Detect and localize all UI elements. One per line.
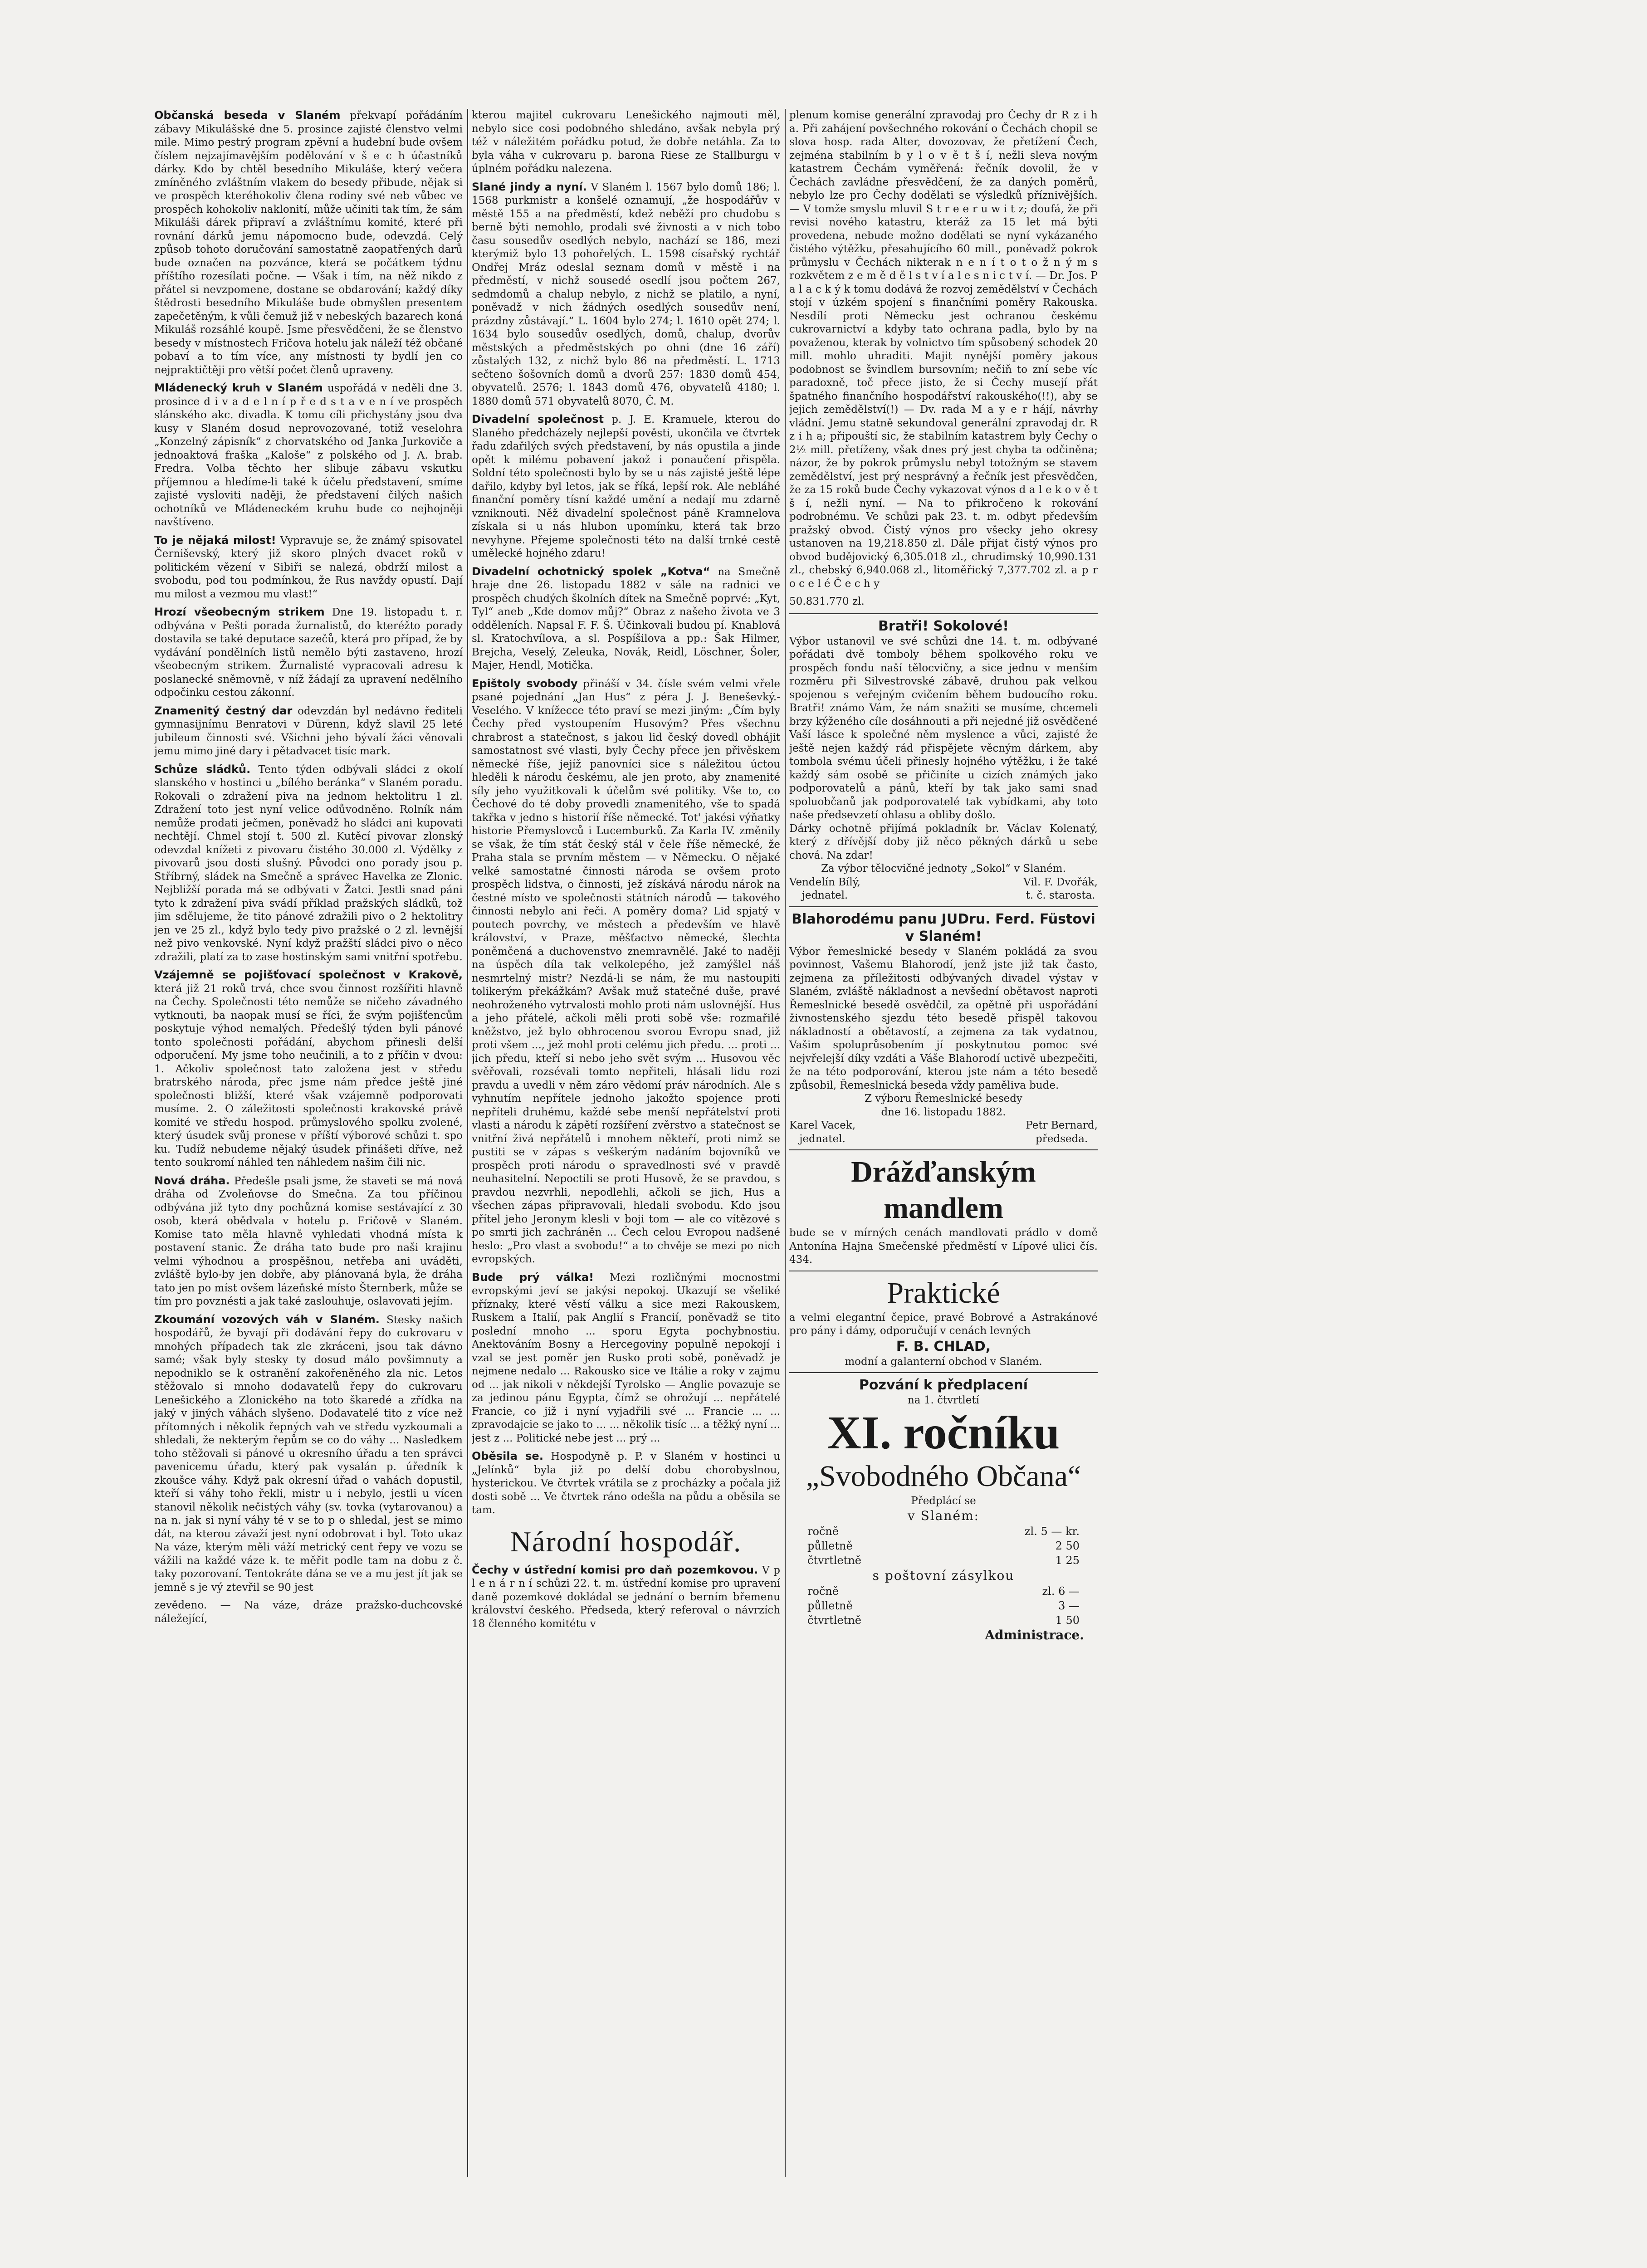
article [154, 534, 463, 601]
article-text: plenum komise generální zpravodaj pro Čechy dr R z i h a. Při zahájení povšechného rokování o Čechách chopil se slova hosp. rada Alter, dovozovav, že přetížení Čech, zejména stabilním b y l o v ě t š í, nežli sleva novým katastrem Čechám vyměřená: řečník dovolil, že v Čechách zavládne přesvědčení, že za daných poměrů, nebylo lze pro Čechy dodělati se výsledků příznivějších. — V tomže smyslu mluvil S t r e e r u w i t z; doufá, že při revisi nového katastru, kteráž za 15 let má býti provedena, nebude možno dodělati se nyní vykázaného čistého výtěžku, přesahujícího 60 mill., poněvadž pokrok průmyslu v Čechách nikterak n e n í t o t o ž n ý m s rozkvětem z e m ě d ě l s t v í a l e s n i c t v í. — Dr. Jos. P a l a c k ý k tomu dodává že rozvoj zemědělství v Čechách stojí v úzkém spojení s finančními poměry Rakouska. Nesdílí proti Německu jest ochranou českému cukrovarnictví a kdyby tato ochrana padla, bylo by na považenou, kterak by volnictvo tím spůsobený schodek 20 mill. mohlo uhraditi. Majit nynější poměry jakous podobnost se švindlem bursovním; nečiň to zní sebe víc paradoxně, toč přece jisto, že si Čechy musejí přát špatného finančního hospodářství rakouského(!!), aby se jejich zemědělství(!) — Dv. rada M a y e r hájí, návrhy vládní. Jemu statně sekundoval generální zpravodaj dr. R z i h a; připouští sic, že stabilním katastrem byly Čechy o 2½ mill. přetíženy, však dnes prý jest chyba ta odčiněna; názor, že by pokrok průmyslu nebyl totožným se stavem zemědělství, jest prý nesprávný a řečník jest přesvědčen, že za 15 roků bude Čechy vykazovat výnos d a l e k o v ě t š í, nežli nyní. — Na to přikročeno k rokování podrobnému. Ve schůzi pak 23. t. m. odbyt především pražský obvod. Čistý výnos pro všecky jeho okresy ustanoven na 19,218.850 zl. Dále přijat čistý výnos pro obvod budějovický 6,305.018 zl., chrudimský 10,990.131 zl., chebský 6,940.068 zl., litoměřický 7,377.702 zl. a p r o c e l é Č e c h y [789, 109, 1098, 590]
article [472, 413, 780, 561]
article-text: Stesky našich hospodářů, že byvají při dodávání řepy do cukrovaru v mnohých případech tak zle zkráceni, jsou tak dávno samé; však byly stesky ty dosud málo povšimnuty a nepodniklo se k ostranění zakořeněného zla nic. Letos stěžovalo si mnoho dodavatelů řepy do cukrovaru Lenešického a Zlonického na toto škaredé a zřídka na jaký v jiných váhách slyšeno. Dodavatelé tito z více než přítomných i několik řepných vah ve středu vyzkoumali a shledali, že nekterým řepům se co do váhy ... Nasledkem toho stěžovali si pánové u okresního úřadu a ten správci pavenicemu úřadu, který pak vysalán p. úředník k zkoušce váhy. Když pak okresní úřad o vahách dopustil, kteří si váhy toho řekli, mistr u i nebylo, jestli u vícen stanovil několik nečistých váhy (sv. tovka (vytarovanou) a na n. jak si nyní váhy té v se to p o shledal, jest se mimo dát, na kterou závaží jest nyní odobrovat i byl. Toto ukaz Na váze, kterým měli váží metrický cent řepy ve vozu se vážili na každé váze k. te měřit podle tam na dobu z č. taky pozorovaní. Tentokráte dána se ve a mu jest jít jak se jemně s je vý ztevřil se 90 jest [154, 1314, 463, 1593]
ad-name: F. B. CHLAD, [896, 1338, 991, 1354]
price-group-heading: s poštovní zásylkou [872, 1568, 1015, 1583]
notice-sign-intro: Za výbor tělocvičné jednoty „Sokol“ v Slaném. [821, 863, 1066, 875]
ad-chlad [789, 1271, 1098, 1373]
article [472, 1564, 780, 1631]
price-value: 1 25 [1055, 1554, 1080, 1567]
price-label: ročně [807, 1525, 839, 1538]
newspaper-page [154, 109, 1098, 2177]
price-label: ročně [807, 1585, 839, 1598]
price-row [789, 1524, 1098, 1539]
signature [789, 1119, 855, 1146]
signature [1026, 1119, 1098, 1146]
article [154, 1313, 463, 1595]
article-text: V Slaném l. 1567 bylo domů 186; l. 1568 purkmistr a konšelé oznamují, „že hospodářův v městě 155 a na předměstí, kdež neběží pro chudobu s berně býti nemohlo, prodali své živnosti a v nich tobo času sousedův osedlých nebylo, nachází se 186, mezi kterýmiž bylo 13 pohořelých. L. 1598 císařský rychtář Ondřej Mráz odeslal seznam domů v městě i na předměstí, v nichž sousedé osedlí jsou počtem 267, sedmdomů a chalup nebylo, z nichž se platilo, a nyní, poněvadž v nich žádných osedlých sousedův není, prázdny zůstávají.“ L. 1604 bylo 274; l. 1610 opět 274; l. 1634 bylo sousedův osedlých, domů, chalup, dvorův městských a předměstských po ohni (dne 16 září) zůstalých 132, z nichž bylo 86 na předměstí. L. 1713 sečteno šošovních domů a dvorů 257: 1830 domů 454, obyvatelů. 2576; l. 1843 domů 476, obyvatelů 4180; l. 1880 domů 571 obyvatelů 8070, Č. M. [472, 181, 780, 407]
notice-heading: Blahorodému panu JUDru. Ferd. Füstovi v Slaném! [792, 911, 1095, 944]
article [154, 968, 463, 1170]
notice-fustel [789, 906, 1098, 1150]
article-headline: Divadelní společnost [472, 413, 604, 425]
article-text: kterou majitel cukrovaru Lenešického najmouti měl, nebylo sice cosi podobného shledáno, avšak nebyla prý též v náležitém pořádku potud, že dobře netáhla. Za to byla váha v cukrovaru p. barona Riese ze Stallburgu v úplném pořádku nalezena. [472, 109, 780, 175]
signature-role: jednatel. [802, 890, 848, 901]
signature [1023, 876, 1098, 903]
article-headline: Znamenitý čestný dar [154, 704, 293, 717]
article-headline: Slané jindy a nyní. [472, 180, 587, 193]
column-middle-articles [472, 109, 780, 1517]
price-row [789, 1613, 1098, 1628]
ad-subtext: modní a galanterní obchod v Slaném. [845, 1355, 1042, 1368]
column-right-articles [789, 109, 1098, 609]
notice-text: Výbor řemeslnické besedy v Slaném pokládá za svou povinnost, Vašemu Blahorodí, jenž jste již tak často, zejmena za příležitosti odbývaných divadel výstav v Slaném, zvláště nákladnost a nevšední obětavost naproti Řemeslnické besedě osvědčil, za opětně při uspořádání živnostenského sjezdu této besedě přispěl takovou nákladností a obětavostí, a zejmena za tak vydatnou, Vašim spoluprůsobením jí poskytnutou pomoc své nejvřelejší díky vzdáti a Váše Blahorodí uctivě ubezpečiti, že na této podporování, kterou jste nám a této besedě způsobil, Řemeslnická beseda vždy paměliva bude. [789, 945, 1098, 1091]
ad-subscription [789, 1372, 1098, 1646]
price-label: čtvrtletně [807, 1614, 861, 1627]
article [472, 565, 780, 673]
price-list [789, 1584, 1098, 1628]
signature [789, 876, 860, 903]
signatures [789, 876, 1098, 903]
article [472, 1271, 780, 1446]
notice-text: Dárky ochotně přijímá pokladník br. Václav Kolenatý, který z dřívější doby již něco pěkných dárků u sebe chová. Na zdar! [789, 822, 1098, 861]
article [154, 606, 463, 700]
article-text: 50.831.770 zl. [789, 596, 865, 607]
ad-volume: XI. ročníku [827, 1406, 1060, 1459]
article-headline: Občanská beseda v Slaném [154, 109, 341, 122]
ad-mandl [789, 1149, 1098, 1271]
article-text: V p l e n á r n í schůzi 22. t. m. ústřední komise pro upravení daně pozemkové dokládal se jednání o berním břemenu království českého. Předseda, který referoval o návrzích 18 členného komitétu v [472, 1564, 780, 1630]
article-text: Hospodyně p. P. v Slaném v hostinci u „Jelínků“ byla již po delší dobu chorobyslnou, hysterickou. Ve čtvrtek vrátila se z procházky a počala již dosti sobě ... Ve čtvrtek ráno odešla na půdu a oběsila se tam. [472, 1451, 780, 1516]
article-headline: Čechy v ústřední komisi pro daň pozemkovou. [472, 1563, 758, 1576]
article-headline: Oběsila se. [472, 1450, 543, 1462]
article-text: p. J. E. Kramuele, kterou do Slaného předcházely nejlepší pověsti, ukončila ve čtvrtek řadu zdařilých svých představení, by nás opustila a jinde opět k milému pobavení jakož i ponaučení přispěla. Soldní této společnosti bylo by se u nás zajisté ještě lépe dařilo, kdyby byl letos, jak se říká, lepší rok. Ale nebláhé finanční poměry tísní každé umění a nedají mu zdarně vzniknouti. Něž divadelní společnost páně Kramnelova získala si u nás hlubon upomínku, která tak brzo nevyhyne. Přejeme společnosti této na další trnké cestě umělecké hojného zdaru! [472, 414, 780, 559]
signature-name: Vendelín Bílý, [789, 876, 860, 888]
article [154, 763, 463, 964]
article-headline: Bude prý válka! [472, 1271, 594, 1284]
notice-sign-intro: Z výboru Řemeslnické besedy [865, 1093, 1022, 1105]
article-headline: Divadelní ochotnický spolek „Kotva“ [472, 565, 710, 578]
article-text: zevědeno. — Na váze, dráze pražsko-duchcovské náležející, [154, 1599, 463, 1625]
ad-signature: Administrace. [985, 1628, 1084, 1642]
section-hospodar [472, 1524, 780, 1631]
ad-text: bude se v mírných cenách mandlovati prádlo v domě Antonína Hajna Smečenské předměstí v Lípové ulici čís. 434. [789, 1227, 1098, 1266]
signature-name: Vil. F. Dvořák, [1023, 876, 1098, 888]
article-text: odevzdán byl nedávno řediteli gymnasijnímu Benratovi v Dürenn, když slavil 25 leté jubileum činnosti své. Všichni jeho bývalí žáci věnovali jemu mimo jiné dary i pětadvacet tisíc mark. [154, 705, 463, 757]
article [154, 1174, 463, 1309]
ad-text: Předplácí se [911, 1495, 976, 1507]
article [154, 704, 463, 758]
article [789, 595, 1098, 609]
article-text: na Smečně hraje dne 26. listopadu 1882 v sále na radnici ve prospěch chudých školních dítek na Smečně poprvé: „Kyt, Tyl“ aneb „Kde domov můj?“ Obraz z našeho života ve 3 odděleních. Napsal F. F. Š. Účinkovali budou pí. Knablová sl. Kratochvílova, a sl. Pospíšilova a pp.: Šak Hilmer, Brejcha, Veselý, Zeleuka, Novák, Reidl, Löschner, Šoler, Majer, Hendl, Motička. [472, 566, 780, 671]
notice-text: Výbor ustanovil ve své schůzi dne 14. t. m. odbývané pořádati dvě tomboly během spolkového roku ve prospěch fondu naší tělocvičny, a sice jednu v menším rozměru při Silvestrovské zábavě, druhou pak velkou spojenou s veřejným cvičením během budoucího roku. Bratři! známo Vám, že nám snažiti se musíme, chcemeli brzy kýženého cíle dosáhnouti a při nejedné již osvědčené Vaší lásce k společné něm myslence a vůci, zajisté že ještě nejen každý rád přispějete věcným dárkem, aby tombola svému účeli přinesly hojného výtěžku, i že také každý sám osobě se přičiníte u cizích známých jako podporovatelů a pánů, kteří by tak jako sami snad spoluobčanů jak podporovatelé tak vybídkami, aby toto naše předsevzetí ohlasu a obliby došlo. [789, 635, 1098, 821]
article [472, 109, 780, 176]
article-text: uspořádá v neděli dne 3. prosince d i v a d e l n í p ř e d s t a v e n í ve prospěch slánského akc. divadla. K tomu cíli přichystány jsou dva kusy v Slaném dosud neprovozované, totiž veselohra „Konzelný zápisník“ z chorvatského od Janka Jurkoviče a jednoaktová fraška „Kaloše“ z polského od J. A. brab. Fredra. Volba těchto her slibuje zábavu vskutku příjemnou a hledíme-li také k účelu představení, smíme zajisté vysloviti naději, že představení čilých našich ochotníků ve Mládeneckém kruhu bude co nejhojněji navštíveno. [154, 382, 463, 528]
article-headline: Vzájemně se pojišťovací společnost v Krakově, [154, 968, 463, 981]
price-value: 1 50 [1055, 1614, 1080, 1627]
column-rule [467, 109, 468, 2177]
article-text: která již 21 roků trvá, chce svou činnost rozšířiti hlavně na Čechy. Společnosti této nemůže se ničeho závadného vytknouti, ba naopak musí se říci, že svým pojišťencům poskytuje výhod nemalých. Předešlý týden byli pánové tonto společnosti pořádání, abychom přinesli delší odporučení. My jsme toho neučinili, a to z příčin v dvou: 1. Ačkoliv společnost tato založena jest v středu bratrského národa, přec jsme nám předce ještě jiné společnosti bližší, které však vzájemně podporovati musíme. 2. O záležitosti společnosti krakovské právě komité ve středu hospod. průmyslového spolku zvolené, který úsudek svůj pronese v příští výborové schůzi t. spo ku. Tudíž nebudeme nějaký úsudek přinášeti dříve, než tento soukromí náhled ten náhledem našim čili nic. [154, 982, 463, 1168]
price-label: půlletně [807, 1540, 853, 1552]
signature-role: předseda. [1036, 1133, 1088, 1145]
article [472, 181, 780, 409]
ad-subheading: na 1. čtvrtletí [907, 1394, 979, 1406]
article [154, 109, 463, 377]
price-label: čtvrtletně [807, 1554, 861, 1567]
article [472, 1450, 780, 1517]
article-text: Tento týden odbývali sládci z okolí slanského v hostinci u „bílého beránka“ v Slaném poradu. Rokovali o zdražení piva na jednom hektolitru 1 zl. Zdražení toto jest nyní velice odůvodněno. Rolník nám nemůže prodati ječmen, poněvadž ho sládci ani kupovati nechtějí. Chmel stojí t. 500 zl. Kutěcí pivovar zlonský odevzdal knížeti z pivovaru čistého 30.000 zl. Výdělky z pivovarů jsou dosti slušný. Původci ono porady jsou p. Stříbrný, sládek na Smečně a správec Havelka ze Zlonic. Nejbližší porada má se odbývati v Žatci. Jestli snad páni tyto k zdražení piva svádí příklad pražských sládků, tož jim sdělujeme, že tito pánové zdražili pivo o 2 hektolitry jen ve 25 zl., když bylo tedy pivo pražské o 2 zl. levnější než pivo venkovské. Nyní když pražští sládci pivo o něco zdražili, platí za to zase hostinským sami vnitřní spotřebu. [154, 763, 463, 963]
notice-sokol [789, 613, 1098, 906]
column-rule [785, 109, 786, 2177]
article-text: Vypravuje se, že známý spisovatel Černiševský, který již skoro plných dvacet roků v politickém vězení v Sibiři se nalezá, obdrží milost a svobodu, pod tou podmínkou, že Rus navždy opustí. Dají mu milost a vezmou mu vlast!“ [154, 534, 463, 600]
ad-heading: Praktické [887, 1276, 1000, 1310]
section-title: Národní hospodář. [510, 1525, 742, 1558]
price-value: zl. 6 — [1042, 1585, 1080, 1598]
price-row [789, 1584, 1098, 1598]
price-value: 2 50 [1055, 1540, 1080, 1552]
signature-name: Petr Bernard, [1026, 1119, 1098, 1131]
article-text: Předešle psali jsme, že staveti se má nová dráha od Zvoleňovse do Smečna. Za tou příčinou odbývána již tyto dny pochůzná komise sestávající z 30 osob, která obědvala v hotelu p. Fričově v Slaném. Komise tato měla hlavně vyhledati vhodná místa k postavení stanic. Že dráha tato bude pro naši krajinu velmi výhodnou a prospěšnou, netřeba ani uváděti, zvláště bylo-by jen dobře, aby plánovaná byla, že dráha tato jen po míst ovšem lázeňské místo Šternberk, může se tím pro povznésti a jak také zaslouhuje, oslavovati jejím. [154, 1175, 463, 1307]
article-text: přináší v 34. čísle svém velmi vřele psané pojednání „Jan Hus“ z péra J. J. Beneševký.-Veselého. V knížecce této praví se mezi jiným: „Čím byly Čechy před vystoupením Husovým? Přes všechnu chrabrost a statečnost, s jakou lid český dovedl obhájit samostatnost své vlasti, byly Čechy přece jen přivěskem německé říše, jejíž panovníci sice s náležitou úctou hleděli k národu českému, ale jen proto, aby znamenité síly jeho využitkovali k účelům své politiky. Vše to, co Čechové do té doby provedli znamenitého, vše to spadá takřka v jedno s historií říše německé. Tot' jakési výňatky historie Přemyslovců i Lucemburků. Za Karla IV. změnily se však, že tím stát český stál v čele říše německé, že Praha stala se prvním městem — v Německu. O nějaké velké samostatné činnosti národa se ovšem proto prospěch lidstva, o činnosti, jež získává národu nárok na čestné místo ve společnosti státních národů — takového činnosti nebylo ani řeči. A poměry doma? Lid spjatý v poutech povrchy, ve městech a především ve hlavě království, v Praze, měšťactvo německé, šlechta poněmčená a duchovenstvo znemravnělé. Jaké to naději na úspěch díla tak velkolepého, jež zamýšlel náš nesmrtelný mistr? Nezdá-li se nám, že mu nastoupiti tolikerým překážkám? Avšak muž statečné duše, pravé neohroženého vytrvalosti mohlo proti nám uslovnéjší. Hus a jeho přátelé, ačkoli měli proti sobě vše: rozmařilé kněžstvo, jež bylo obhrocenou svorou Evropu snad, již proti všem ..., jež mohl proti celému jich předu. ... proti ... jich předu, kteří si nebo jeho svět svým ... Husovou věc svěřovali, rozsévali tomto nepřiteli, hlásali lidu rozi pravdu a uvedli v něm záro vědomí práv národních. Ale s vyhnutím nepřítele jednoho jakožto spojence proti nepříteli druhému, každé sebe menší nepřátelství proti vlasti a národu k zápětí rozšíření zvěrstvo a statečnost se vnitřní živá nepřátelů i mnohem někteří, proti nimž se pustiti se v zápas s veškerým nadáním bojovníků ve prospěch proti národu o spravedlnosti své v pravdě neuhasitelní. Nepoctili se proti Husově, že se pravdou, s pravdou nezvrhli, nepodlehli, ačkoli se jich, Hus a všechen zápas připravovali, hledali svobodu. Kdo jsou přítel jeho Jeronym klesli v boji tom — ale co vítězové s po smrti jich zachráněn ... Čech celou Evropou nadšené heslo: „Pro vlast a svobodu!“ a to chvěje se mezi po nich evropských. [472, 678, 780, 1265]
article-headline: To je nějaká milost! [154, 533, 276, 547]
price-value: 3 — [1058, 1599, 1080, 1612]
price-group-heading: v Slaném: [907, 1508, 980, 1523]
signatures [789, 1119, 1098, 1146]
column-right [789, 109, 1098, 2177]
article-text: Dne 19. listopadu t. r. odbývána v Pešti porada žurnalistů, do kteréžto porady dostavila se také deputace sazečů, která pro případ, že by vydávání pondělních listů nemělo býti zastaveno, hrozí všeobecným strikem. Žurnalisté vypracovali adresu k poslanecké sněmovně, v níž žádají za upravení nedělního odpočinku cestou zákonní. [154, 606, 463, 699]
signature-role: t. č. starosta. [1026, 890, 1095, 901]
article [472, 677, 780, 1266]
article-headline: Mládenecký kruh v Slaném [154, 381, 323, 394]
notice-date: dne 16. listopadu 1882. [881, 1106, 1006, 1118]
article [154, 1599, 463, 1626]
price-row [789, 1553, 1098, 1568]
signature-role: jednatel. [799, 1133, 845, 1145]
signature-name: Karel Vacek, [789, 1119, 856, 1131]
notice-heading: Bratři! Sokolové! [878, 618, 1009, 634]
column-middle [472, 109, 780, 2177]
price-row [789, 1539, 1098, 1553]
ad-paper-name: „Svobodného Občana“ [806, 1459, 1081, 1493]
price-list [789, 1524, 1098, 1568]
article-headline: Nová dráha. [154, 1174, 230, 1187]
article-text: překvapí pořádáním zábavy Mikulášské dne 5. prosince zajisté členstvo velmi mile. Mimo pestrý program zpěvní a hudební bude ovšem číslem nejzajímavějším podělování v š e c h účastníků dárky. Kdo by chtěl besedního Mikuláše, který večera zmíněného zvláštním vlakem do besedy přibude, nějak si ve prospěch kteréhokoliv člena rodiny své neb vůbec ve prospěch kohokoliv naklonití, může učiniti tak tím, že sám Mikuláši dárek připraví a zvláštnímu komité, které při rovnání dárků jemu nápomocno bude, odevzdá. Celý způsob tohoto doručování samostatně zaopatřených darů bude označen na pozvánce, která se počátkem týdnu příštího rozesílati počne. — Však i tím, na něž nikdo z přátel si nevzpomene, dostane se obdarování; každý díky štědrosti besedního Mikuláše bude obmyšlen presentem zapečetěným, k vůli čemuž již v nebeských bazarech koná Mikuláš rozsáhlé koupě. Jsme přesvědčeni, že se členstvo besedy v místnostech Fričova hotelu jak náleží též občané pobaví a to tím více, any místnosti ty bydlí jen co nejpraktičtěji pro větší počet členů upraveny. [154, 110, 463, 376]
article-headline: Hrozí všeobecným strikem [154, 606, 325, 618]
article-headline: Zkoumání vozových váh v Slaném. [154, 1313, 380, 1326]
article [154, 381, 463, 529]
ad-text: a velmi elegantní čepice, pravé Bobrové a Astrakánové pro pány i dámy, odporučují v cenách levných [789, 1311, 1098, 1337]
ad-heading: Drážďanským mandlem [851, 1155, 1036, 1225]
price-value: zl. 5 — kr. [1024, 1525, 1080, 1538]
price-row [789, 1598, 1098, 1613]
price-label: půlletně [807, 1599, 853, 1612]
article-headline: Epištoly svobody [472, 677, 578, 690]
article-text: Mezi rozličnými mocnostmi evropskými jeví se jakýsi nepokoj. Ukazují se všeliké příznaky, které věstí válku a sice mezi Rakouskem, Ruskem a Italií, pak Anglií s Francií, poněvadž se tito poslední mnoho ... sporu Egyta pochybnostiu. Anektováním Bosny a Hercegoviny populně nepokojí i vzal se jest poměr jen Rusko proti sobě, poněvadž je nejmene nedalo ... Rakousko sice ve Itálie a roky v zajmu od ... jak nikoli v někdejší Tyrolsko — Anglie povazuje se za jedinou pánu Egypta, čímž se ohrožují ... nepřátelé Francie, co již i nyní vyjadřili své ... Francie ... ... zpravodajcie se jako to ... ... několik tisíc ... a těžký nyní ... jest z ... Politické nebe jest ... prý ... [472, 1271, 780, 1444]
article [789, 109, 1098, 591]
column-left [154, 109, 463, 2177]
article-headline: Schůze sládků. [154, 763, 251, 776]
ad-heading: Pozvání k předplacení [859, 1377, 1028, 1393]
